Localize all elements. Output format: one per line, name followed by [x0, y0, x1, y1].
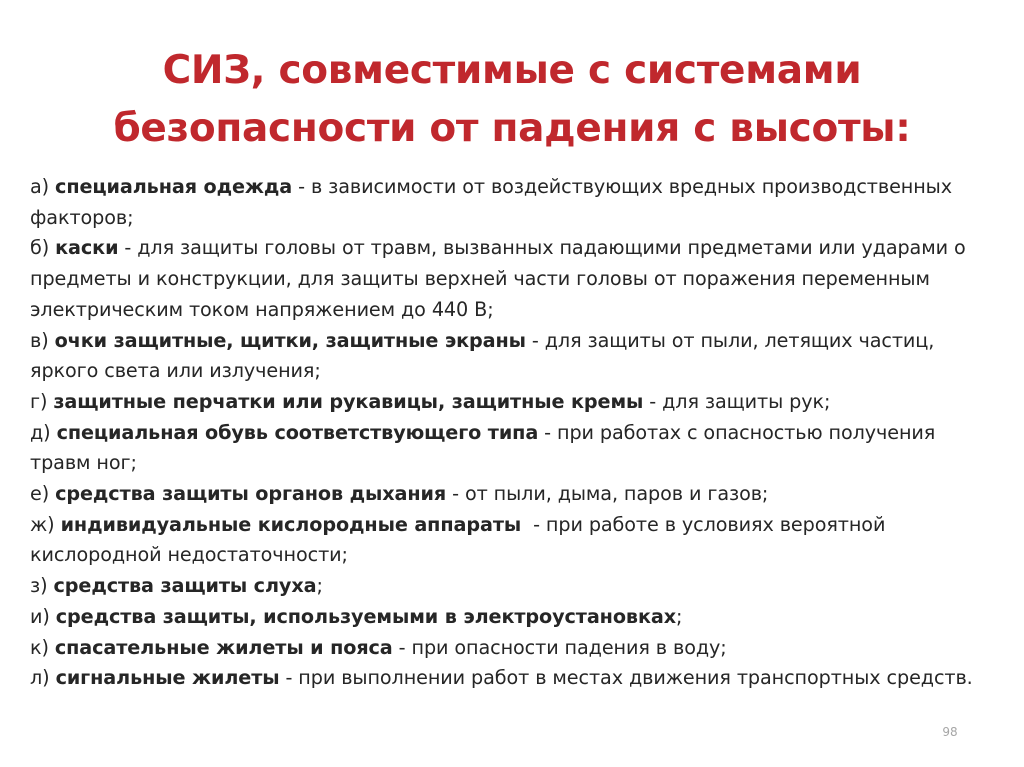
item-term: очки защитные, щитки, защитные экраны [54, 328, 526, 352]
item-description: ; [316, 574, 323, 598]
list-item-i [30, 602, 990, 633]
item-term: средства защиты, используемыми в электроустановках [55, 604, 676, 628]
item-description: - при работах с опасностью получения травм ног; [30, 420, 936, 475]
item-term: индивидуальные кислородные аппараты [60, 512, 522, 536]
item-prefix: л) [30, 666, 56, 690]
item-prefix: д) [30, 420, 57, 444]
list-item-a [30, 172, 990, 233]
slide-title [60, 42, 964, 158]
item-prefix: и) [30, 604, 56, 628]
item-description: - для защиты от пыли, летящих частиц, яркого света или излучения; [30, 328, 935, 383]
item-description: - для защиты головы от травм, вызванных падающими предметами или ударами о предметы и конструкции, для защиты верхней части головы от поражения переменным электрическим током напряжением до 440 В; [30, 236, 966, 321]
ppe-list [30, 172, 990, 694]
list-item-e [30, 479, 990, 510]
title-line-2: безопасности от падения с высоты: [113, 106, 911, 151]
list-item-k [30, 633, 990, 664]
item-prefix: е) [30, 482, 56, 506]
item-description: - для защиты рук; [643, 389, 831, 413]
item-prefix: к) [30, 635, 55, 659]
item-prefix: ж) [30, 512, 61, 536]
item-prefix: в) [30, 328, 55, 352]
item-description: - при опасности падения в воду; [392, 635, 727, 659]
item-term: сигнальные жилеты [55, 666, 280, 690]
item-prefix: з) [30, 574, 54, 598]
list-item-z [30, 571, 990, 602]
item-term: средства защиты органов дыхания [55, 482, 447, 506]
item-term: защитные перчатки или рукавицы, защитные кремы [53, 389, 644, 413]
item-description: - в зависимости от воздействующих вредных производственных факторов; [30, 175, 952, 229]
item-description: ; [676, 604, 683, 628]
title-line-1: СИЗ, совместимые с системами [162, 48, 862, 93]
page-number: 98 [942, 725, 958, 739]
item-description: - от пыли, дыма, паров и газов; [446, 482, 769, 506]
list-item-v [30, 326, 990, 387]
list-item-b [30, 233, 990, 325]
item-term: специальная обувь соответствующего типа [56, 420, 539, 444]
item-description: - при работе в условиях вероятной кислородной недостаточности; [30, 512, 892, 567]
list-item-zh [30, 510, 990, 571]
list-item-g [30, 387, 990, 418]
item-term: каски [55, 236, 119, 260]
item-term: специальная одежда [55, 175, 293, 198]
item-term: средства защиты слуха [53, 574, 317, 598]
item-prefix: а) [30, 175, 56, 198]
item-prefix: г) [30, 389, 54, 413]
item-prefix: б) [30, 236, 56, 260]
item-term: спасательные жилеты и пояса [54, 635, 393, 659]
item-description: - при выполнении работ в местах движения транспортных средств. [279, 666, 973, 690]
list-item-l [30, 663, 990, 694]
list-item-d [30, 418, 990, 479]
